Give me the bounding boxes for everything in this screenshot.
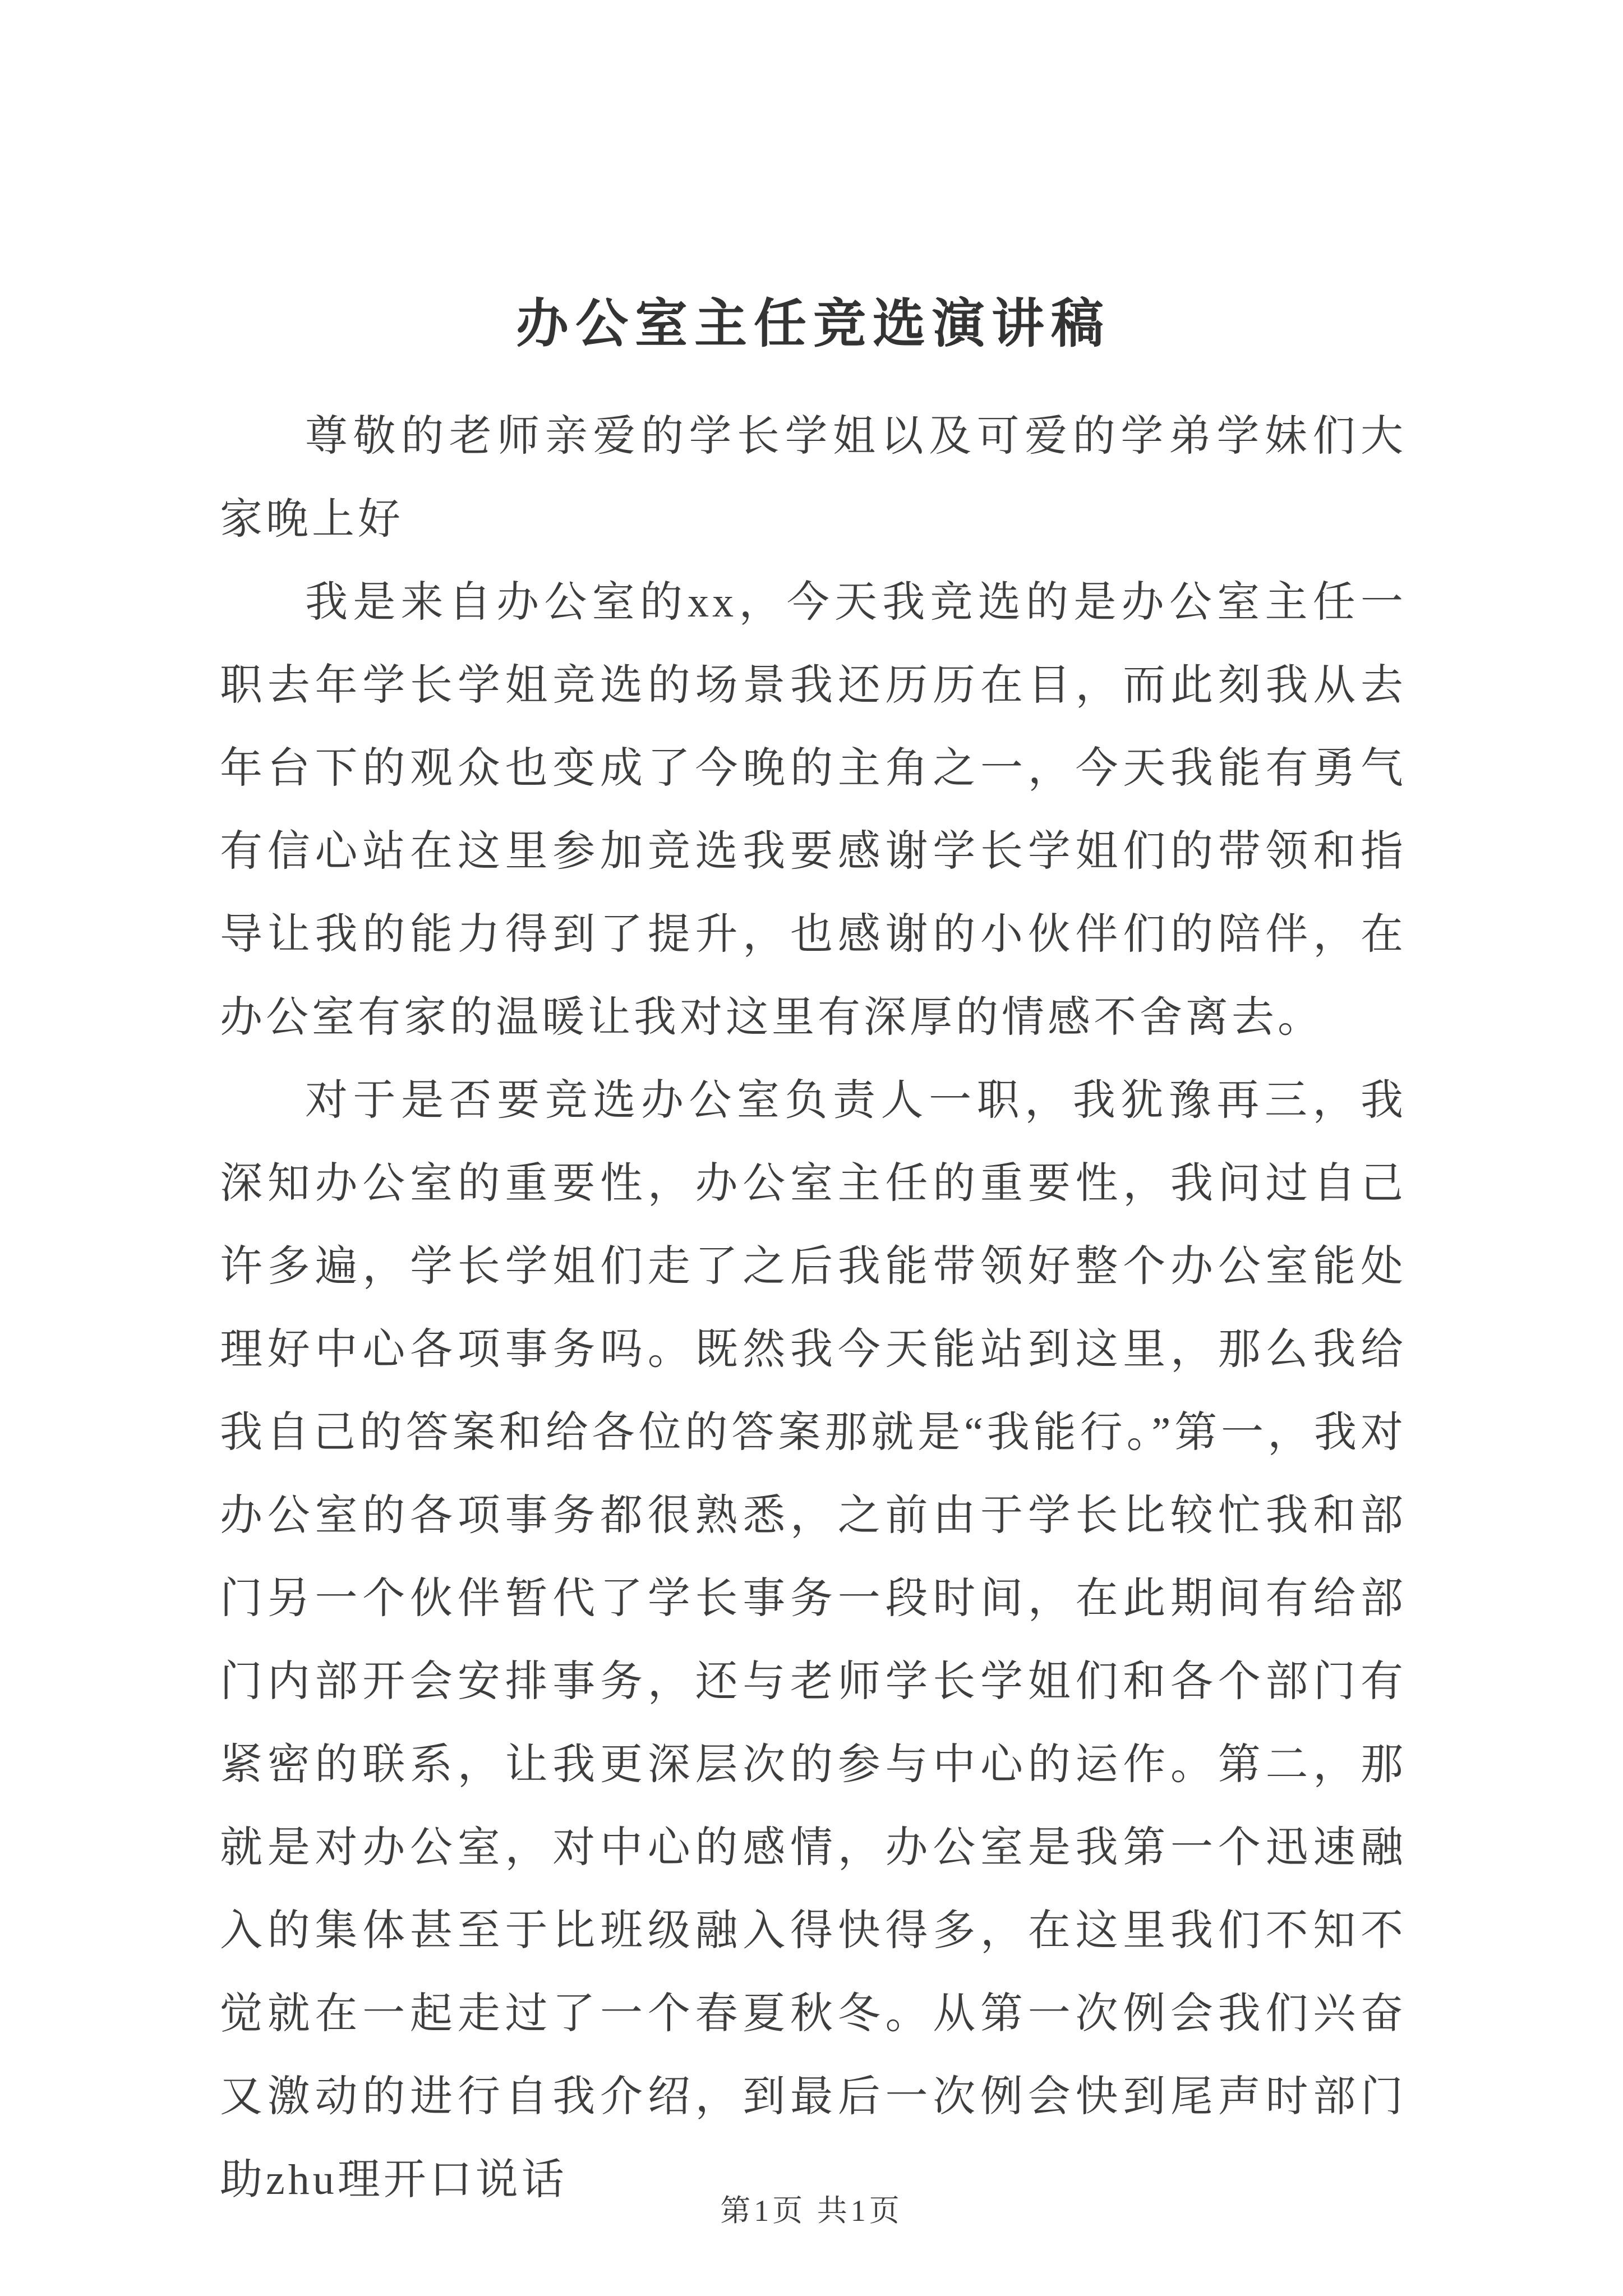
page-number-footer: 第1页 共1页 (720, 2194, 903, 2228)
paragraph-introduction: 我是来自办公室的xx，今天我竞选的是办公室主任一职去年学长学姐竞选的场景我还历历在目，而此刻我从去年台下的观众也变成了今晚的主角之一，今天我能有勇气有信心站在这里参加竞选我要感谢学长学姐们的带领和指导让我的能力得到了提升，也感谢的小伙伴们的陪伴，在办公室有家的温暖让我对这里有深厚的情感不舍离去。 (220, 578, 1407, 1041)
paragraph-greeting: 尊敬的老师亲爱的学长学姐以及可爱的学弟学妹们大家晚上好 (220, 412, 1407, 543)
paragraph-main: 对于是否要竞选办公室负责人一职，我犹豫再三，我深知办公室的重要性，办公室主任的重要性，我问过自己许多遍，学长学姐们走了之后我能带领好整个办公室能处理好中心各项事务吗。既然我今天能站到这里，那么我给我自己的答案和给各位的答案那就是“我能行。”第一，我对办公室的各项事务都很熟悉，之前由于学长比较忙我和部门另一个伙伴暂代了学长事务一段时间，在此期间有给部门内部开会安排事务，还与老师学长学姐们和各个部门有紧密的联系，让我更深层次的参与中心的运作。第二，那就是对办公室，对中心的感情，办公室是我第一个迅速融入的集体甚至于比班级融入得快得多，在这里我们不知不觉就在一起走过了一个春夏秋冬。从第一次例会我们兴奋又激动的进行自我介绍，到最后一次例会快到尾声时部门助zhu理开口说话 (220, 1076, 1407, 2203)
document-body (220, 395, 1407, 2221)
document-title: 办公室主任竞选演讲稿 (515, 295, 1110, 353)
